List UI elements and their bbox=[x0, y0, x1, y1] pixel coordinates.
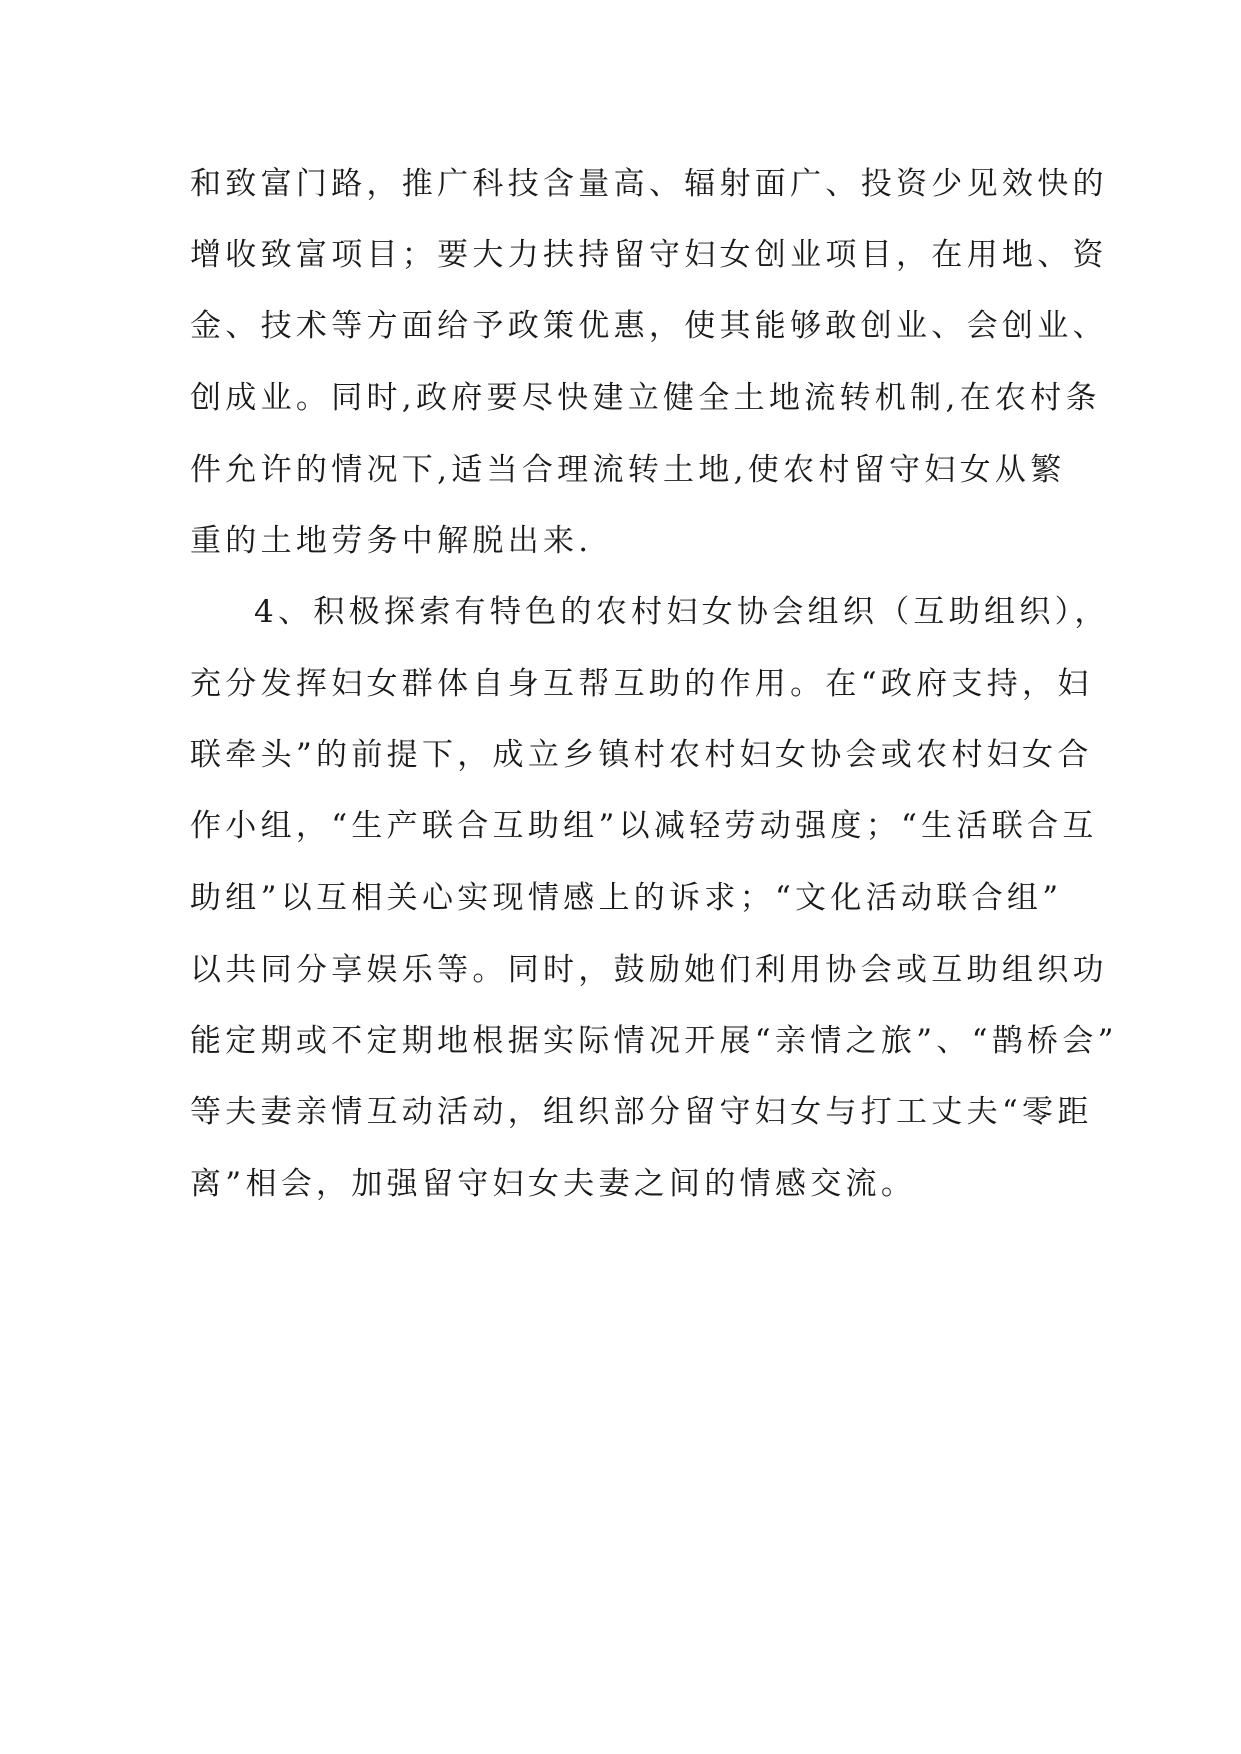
text-line-4: 创成业。同时,政府要尽快建立健全土地流转机制,在农村条 bbox=[190, 380, 1101, 416]
text-line-9: 联牵头”的前提下，成立乡镇村农村妇女协会或农村妇女合 bbox=[190, 737, 1093, 773]
text-line-10: 作小组，“生产联合互助组”以减轻劳动强度；“生活联合互 bbox=[190, 808, 1098, 844]
text-line-1: 和致富门路，推广科技含量高、辐射面广、投资少见效快的 bbox=[190, 166, 1108, 202]
text-line-15: 离”相会，加强留守妇女夫妻之间的情感交流。 bbox=[190, 1166, 917, 1202]
text-line-14: 等夫妻亲情互动活动，组织部分留守妇女与打工丈夫“零距 bbox=[190, 1094, 1093, 1130]
text-line-13: 能定期或不定期地根据实际情况开展“亲情之旅”、“鹊桥会” bbox=[190, 1023, 1118, 1059]
paragraph-4-first-line: 4、积极探索有特色的农村妇女协会组织（互助组织）， bbox=[254, 594, 1110, 630]
text-line-5: 件允许的情况下,适当合理流转土地,使农村留守妇女从繁 bbox=[190, 452, 1066, 488]
text-line-12: 以共同分享娱乐等。同时，鼓励她们利用协会或互助组织功 bbox=[190, 952, 1108, 988]
text-line-2: 增收致富项目；要大力扶持留守妇女创业项目，在用地、资 bbox=[190, 237, 1108, 273]
text-line-6: 重的土地劳务中解脱出来. bbox=[190, 523, 593, 559]
text-line-11: 助组”以互相关心实现情感上的诉求；“文化活动联合组” bbox=[190, 880, 1063, 916]
text-line-8: 充分发挥妇女群体自身互帮互助的作用。在“政府支持，妇 bbox=[190, 666, 1093, 702]
text-line-3: 金、技术等方面给予政策优惠，使其能够敢创业、会创业、 bbox=[190, 308, 1108, 344]
